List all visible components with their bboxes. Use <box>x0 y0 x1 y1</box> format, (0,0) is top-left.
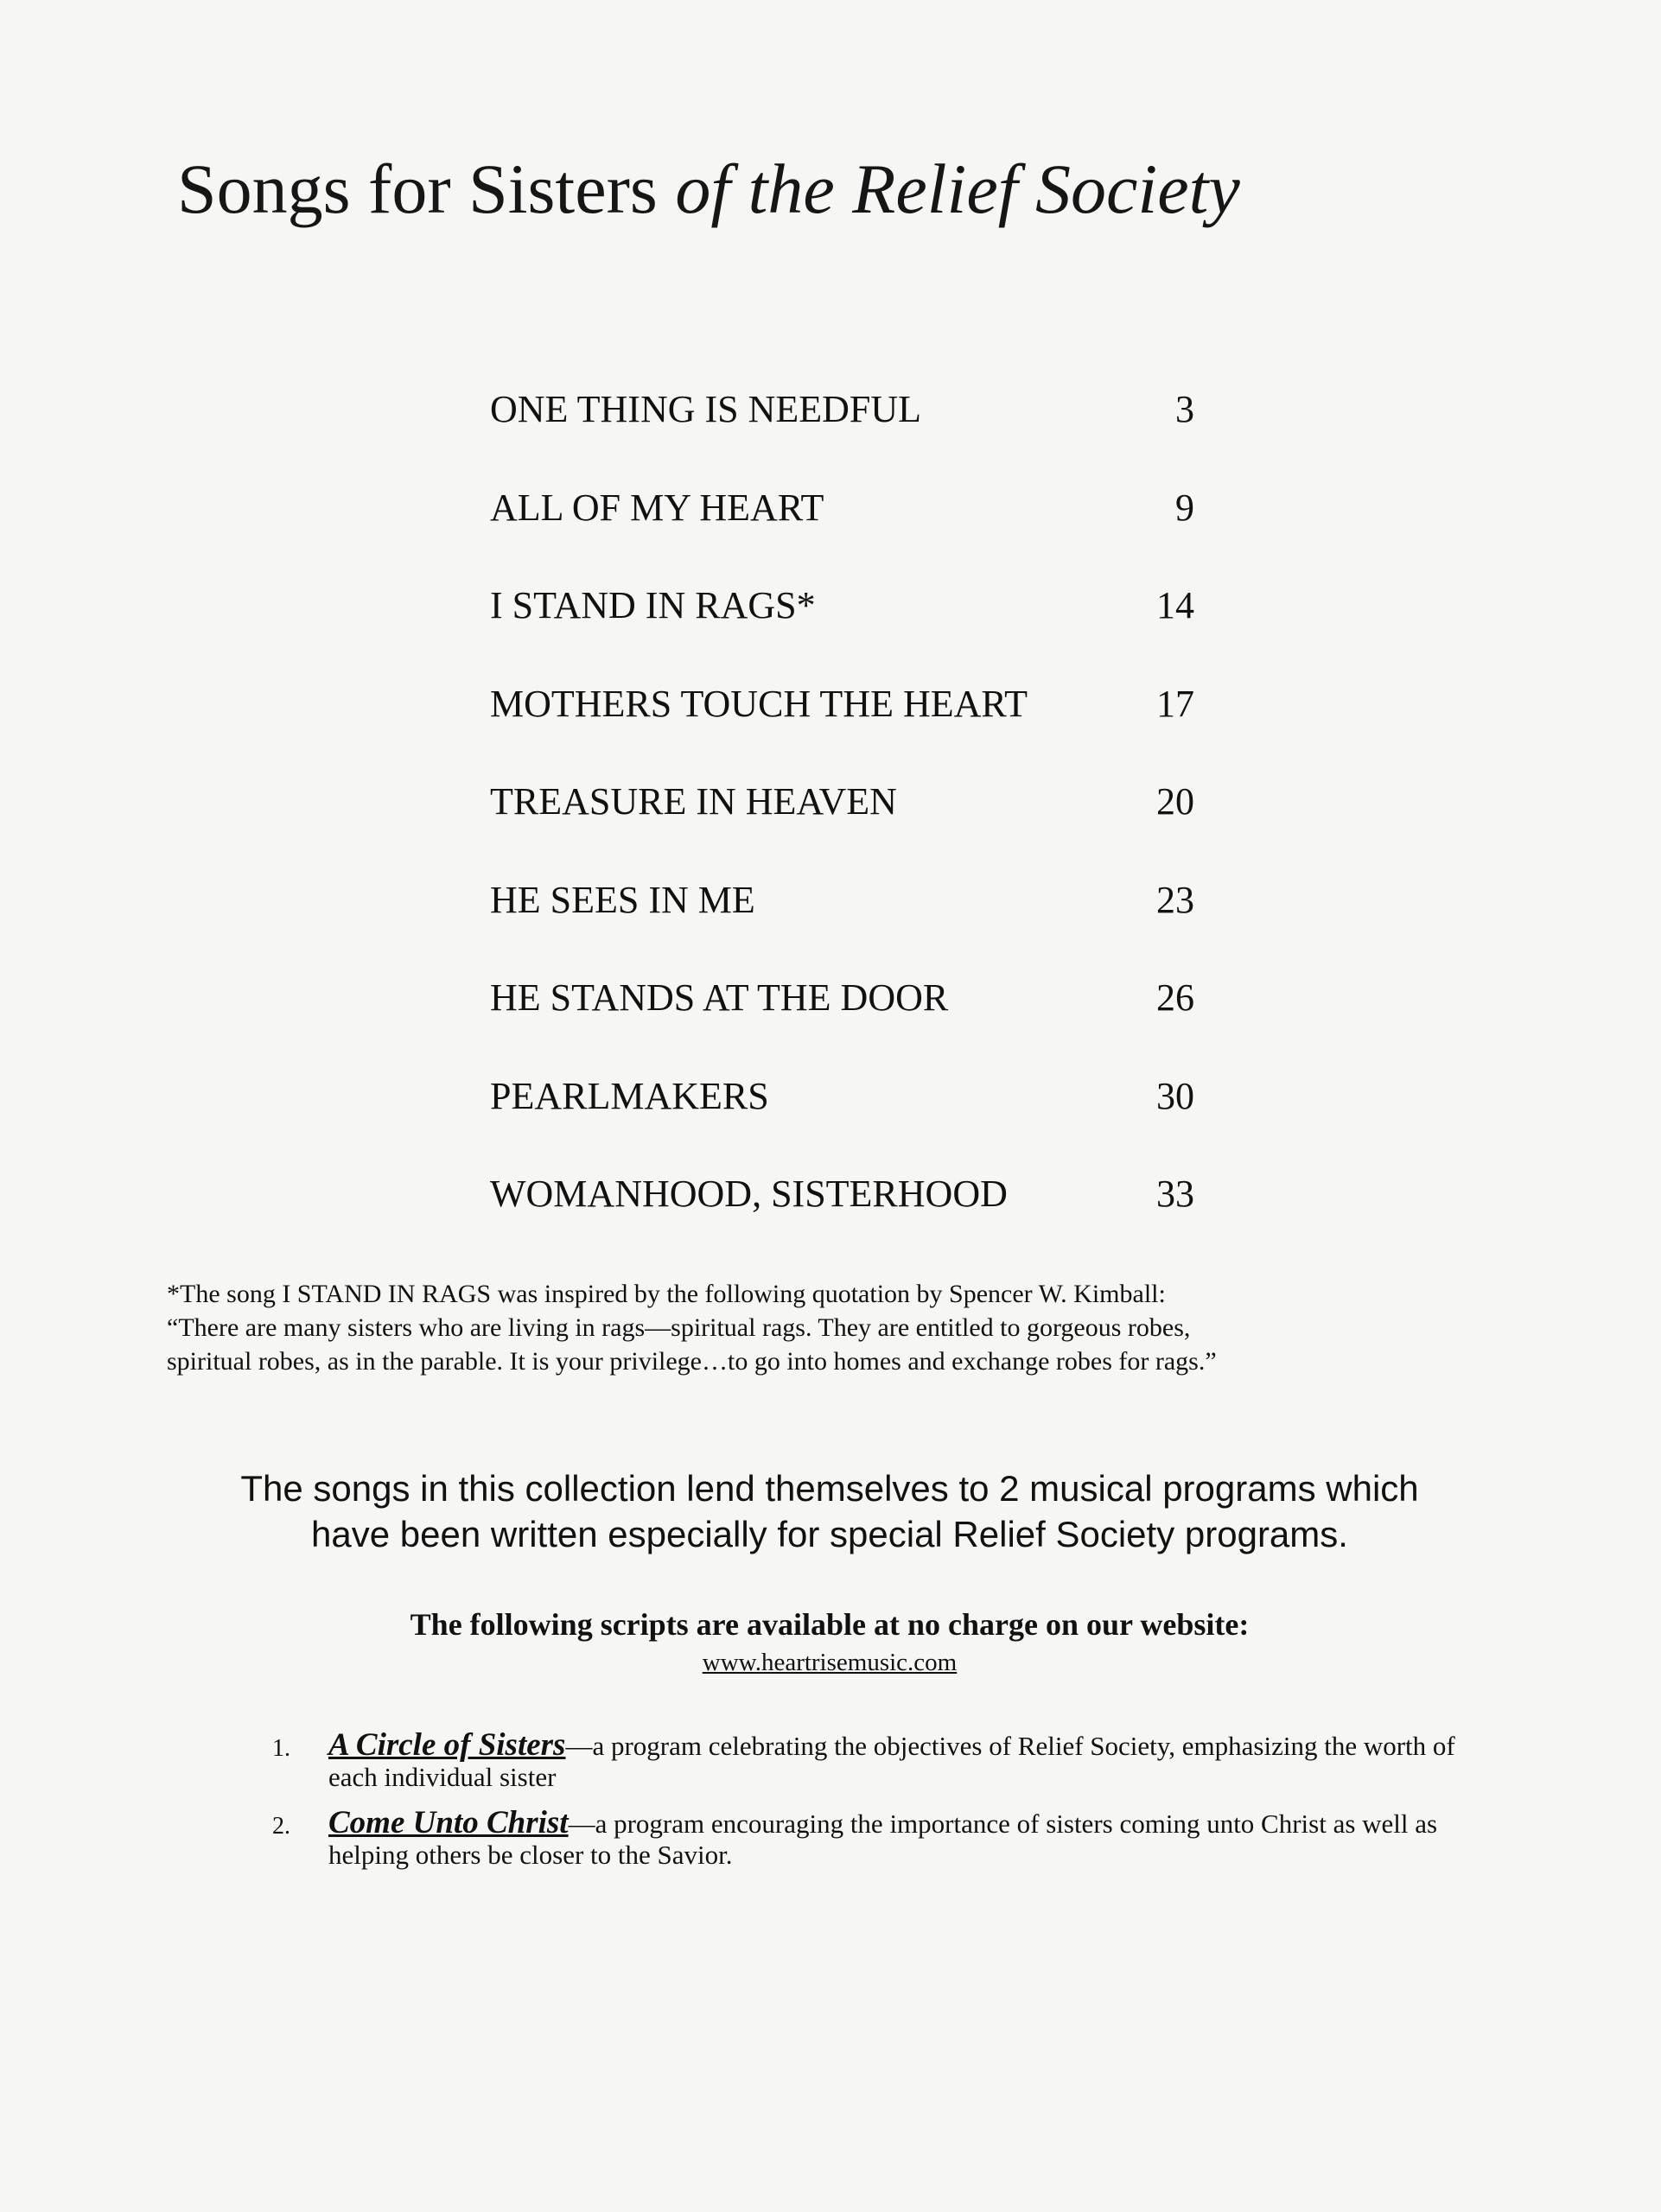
footnote <box>167 1277 1567 1378</box>
toc-entry <box>490 969 1194 1067</box>
footnote-line: spiritual robes, as in the parable. It is your privilege…to go into homes and exchange robes for rags.” <box>167 1347 1217 1376</box>
toc-page-number: 3 <box>1175 388 1194 430</box>
toc-entry <box>490 871 1194 969</box>
programs-line: have been written especially for special Relief Society programs. <box>311 1514 1348 1554</box>
footnote-line: *The song I STAND IN RAGS was inspired by the following quotation by Spencer W. Kimball: <box>167 1280 1166 1308</box>
toc-page-number: 14 <box>1156 584 1194 626</box>
toc-entry <box>490 1165 1194 1263</box>
script-number: 1. <box>272 1735 290 1762</box>
script-item <box>272 1805 1478 1871</box>
toc-song-title: MOTHERS TOUCH THE HEART <box>490 682 1028 725</box>
footnote-line: “There are many sisters who are living in rags—spiritual rags. They are entitled to gorgeous robes, <box>167 1313 1191 1342</box>
website-link[interactable]: www.heartrisemusic.com <box>702 1649 958 1676</box>
toc-page-number: 30 <box>1156 1074 1194 1117</box>
page-title <box>177 149 1240 228</box>
toc-entry <box>490 479 1194 577</box>
toc-song-title: I STAND IN RAGS* <box>490 584 816 626</box>
script-item <box>272 1727 1478 1793</box>
toc-entry <box>490 675 1194 773</box>
toc-entry <box>490 772 1194 871</box>
programs-paragraph <box>130 1465 1530 1557</box>
toc-song-title: HE STANDS AT THE DOOR <box>490 976 949 1019</box>
toc-page-number: 23 <box>1156 878 1194 921</box>
toc-page-number: 20 <box>1156 780 1194 823</box>
script-title: A Circle of Sisters <box>328 1727 566 1763</box>
toc-entry <box>490 1067 1194 1166</box>
toc-song-title: HE SEES IN ME <box>490 878 755 921</box>
title-italic: of the Relief Society <box>675 149 1240 228</box>
toc-entry <box>490 380 1194 479</box>
scripts-list <box>272 1727 1478 1885</box>
toc-page-number: 9 <box>1175 486 1194 529</box>
title-regular: Songs for Sisters <box>177 149 676 228</box>
website-line <box>130 1650 1530 1675</box>
toc-song-title: PEARLMAKERS <box>490 1074 769 1117</box>
scripts-heading: The following scripts are available at no charge on our website: <box>410 1607 1250 1642</box>
script-number: 2. <box>272 1813 290 1840</box>
script-description: —a program encouraging the importance of sisters coming unto Christ as well as helping others be closer to the Savior. <box>328 1808 1438 1870</box>
toc-page-number: 17 <box>1156 682 1194 725</box>
toc-song-title: ALL OF MY HEART <box>490 486 824 529</box>
toc-song-title: WOMANHOOD, SISTERHOOD <box>490 1173 1008 1215</box>
script-title: Come Unto Christ <box>328 1805 569 1840</box>
toc-page-number: 33 <box>1156 1173 1194 1215</box>
script-description: —a program celebrating the objectives of Relief Society, emphasizing the worth of each individual sister <box>328 1731 1455 1792</box>
programs-line: The songs in this collection lend themselves to 2 musical programs which <box>240 1468 1419 1509</box>
toc-page-number: 26 <box>1156 976 1194 1019</box>
toc-song-title: ONE THING IS NEEDFUL <box>490 388 922 430</box>
toc-entry <box>490 576 1194 675</box>
table-of-contents <box>490 380 1194 1263</box>
toc-song-title: TREASURE IN HEAVEN <box>490 780 897 823</box>
